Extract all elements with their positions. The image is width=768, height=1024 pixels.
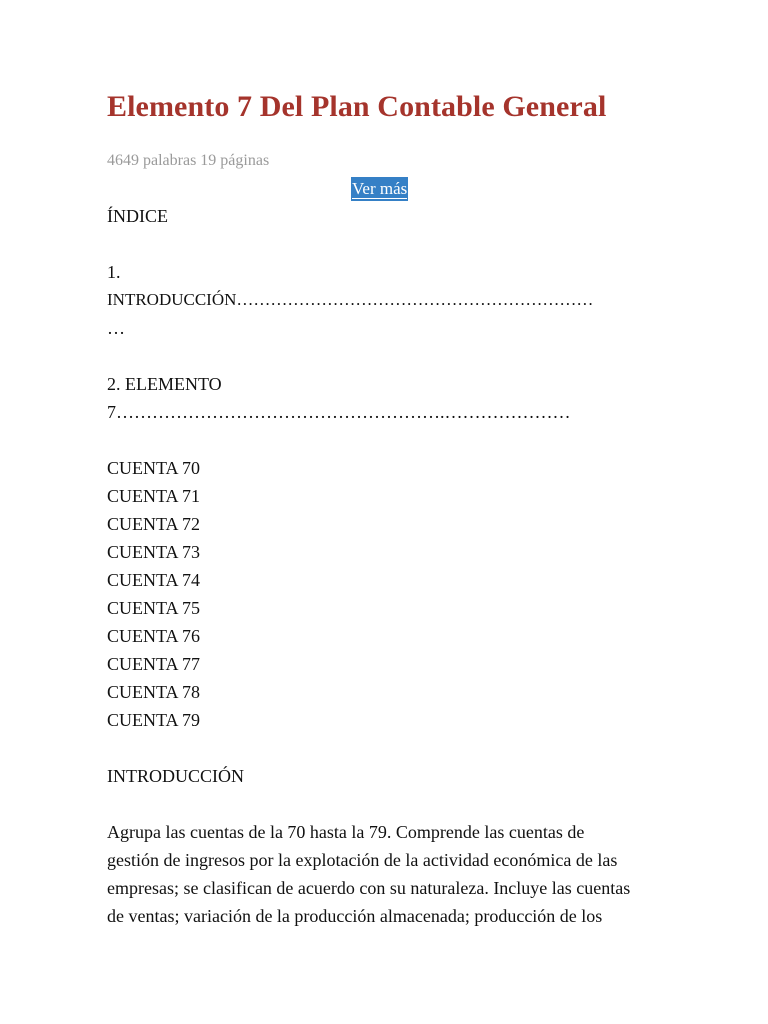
spacer: [107, 342, 667, 370]
cuenta-item: CUENTA 79: [107, 710, 201, 730]
intro-paragraph-line: gestión de ingresos por la explotación de la actividad económica de las: [107, 850, 618, 870]
cuenta-item: CUENTA 75: [107, 598, 201, 618]
intro-heading: INTRODUCCIÓN: [107, 766, 244, 786]
cuenta-item: CUENTA 76: [107, 626, 201, 646]
cuenta-item: CUENTA 71: [107, 486, 201, 506]
cuenta-item: CUENTA 77: [107, 654, 201, 674]
cuenta-item: CUENTA 70: [107, 458, 201, 478]
spacer: [107, 426, 667, 454]
index-item-2-continuation: 7……………………………………………….…………………: [107, 402, 571, 422]
spacer: [107, 230, 667, 258]
spacer: [107, 790, 667, 818]
ver-mas-link[interactable]: [351, 177, 408, 201]
spacer: [107, 734, 667, 762]
document-title: Elemento 7 Del Plan Contable General: [107, 90, 607, 123]
intro-paragraph-line: Agrupa las cuentas de la 70 hasta la 79. Comprende las cuentas de: [107, 822, 585, 842]
cuenta-item: CUENTA 74: [107, 570, 201, 590]
document-meta: 4649 palabras 19 páginas: [107, 152, 270, 169]
intro-paragraph-line: empresas; se clasifican de acuerdo con su naturaleza. Incluye las cuentas: [107, 878, 631, 898]
index-item-1-label: INTRODUCCIÓN………………………………………………………: [107, 290, 594, 309]
index-item-1-number: 1.: [107, 262, 121, 282]
cuenta-item: CUENTA 78: [107, 682, 201, 702]
index-item-1-continuation: …: [107, 318, 125, 338]
document-body: [107, 202, 667, 930]
intro-paragraph-line: de ventas; variación de la producción almacenada; producción de los: [107, 906, 603, 926]
ver-mas-label: Ver más: [352, 179, 408, 198]
index-item-2-label: 2. ELEMENTO: [107, 374, 222, 394]
index-heading: ÍNDICE: [107, 206, 168, 226]
cuenta-item: CUENTA 72: [107, 514, 201, 534]
cuenta-item: CUENTA 73: [107, 542, 201, 562]
